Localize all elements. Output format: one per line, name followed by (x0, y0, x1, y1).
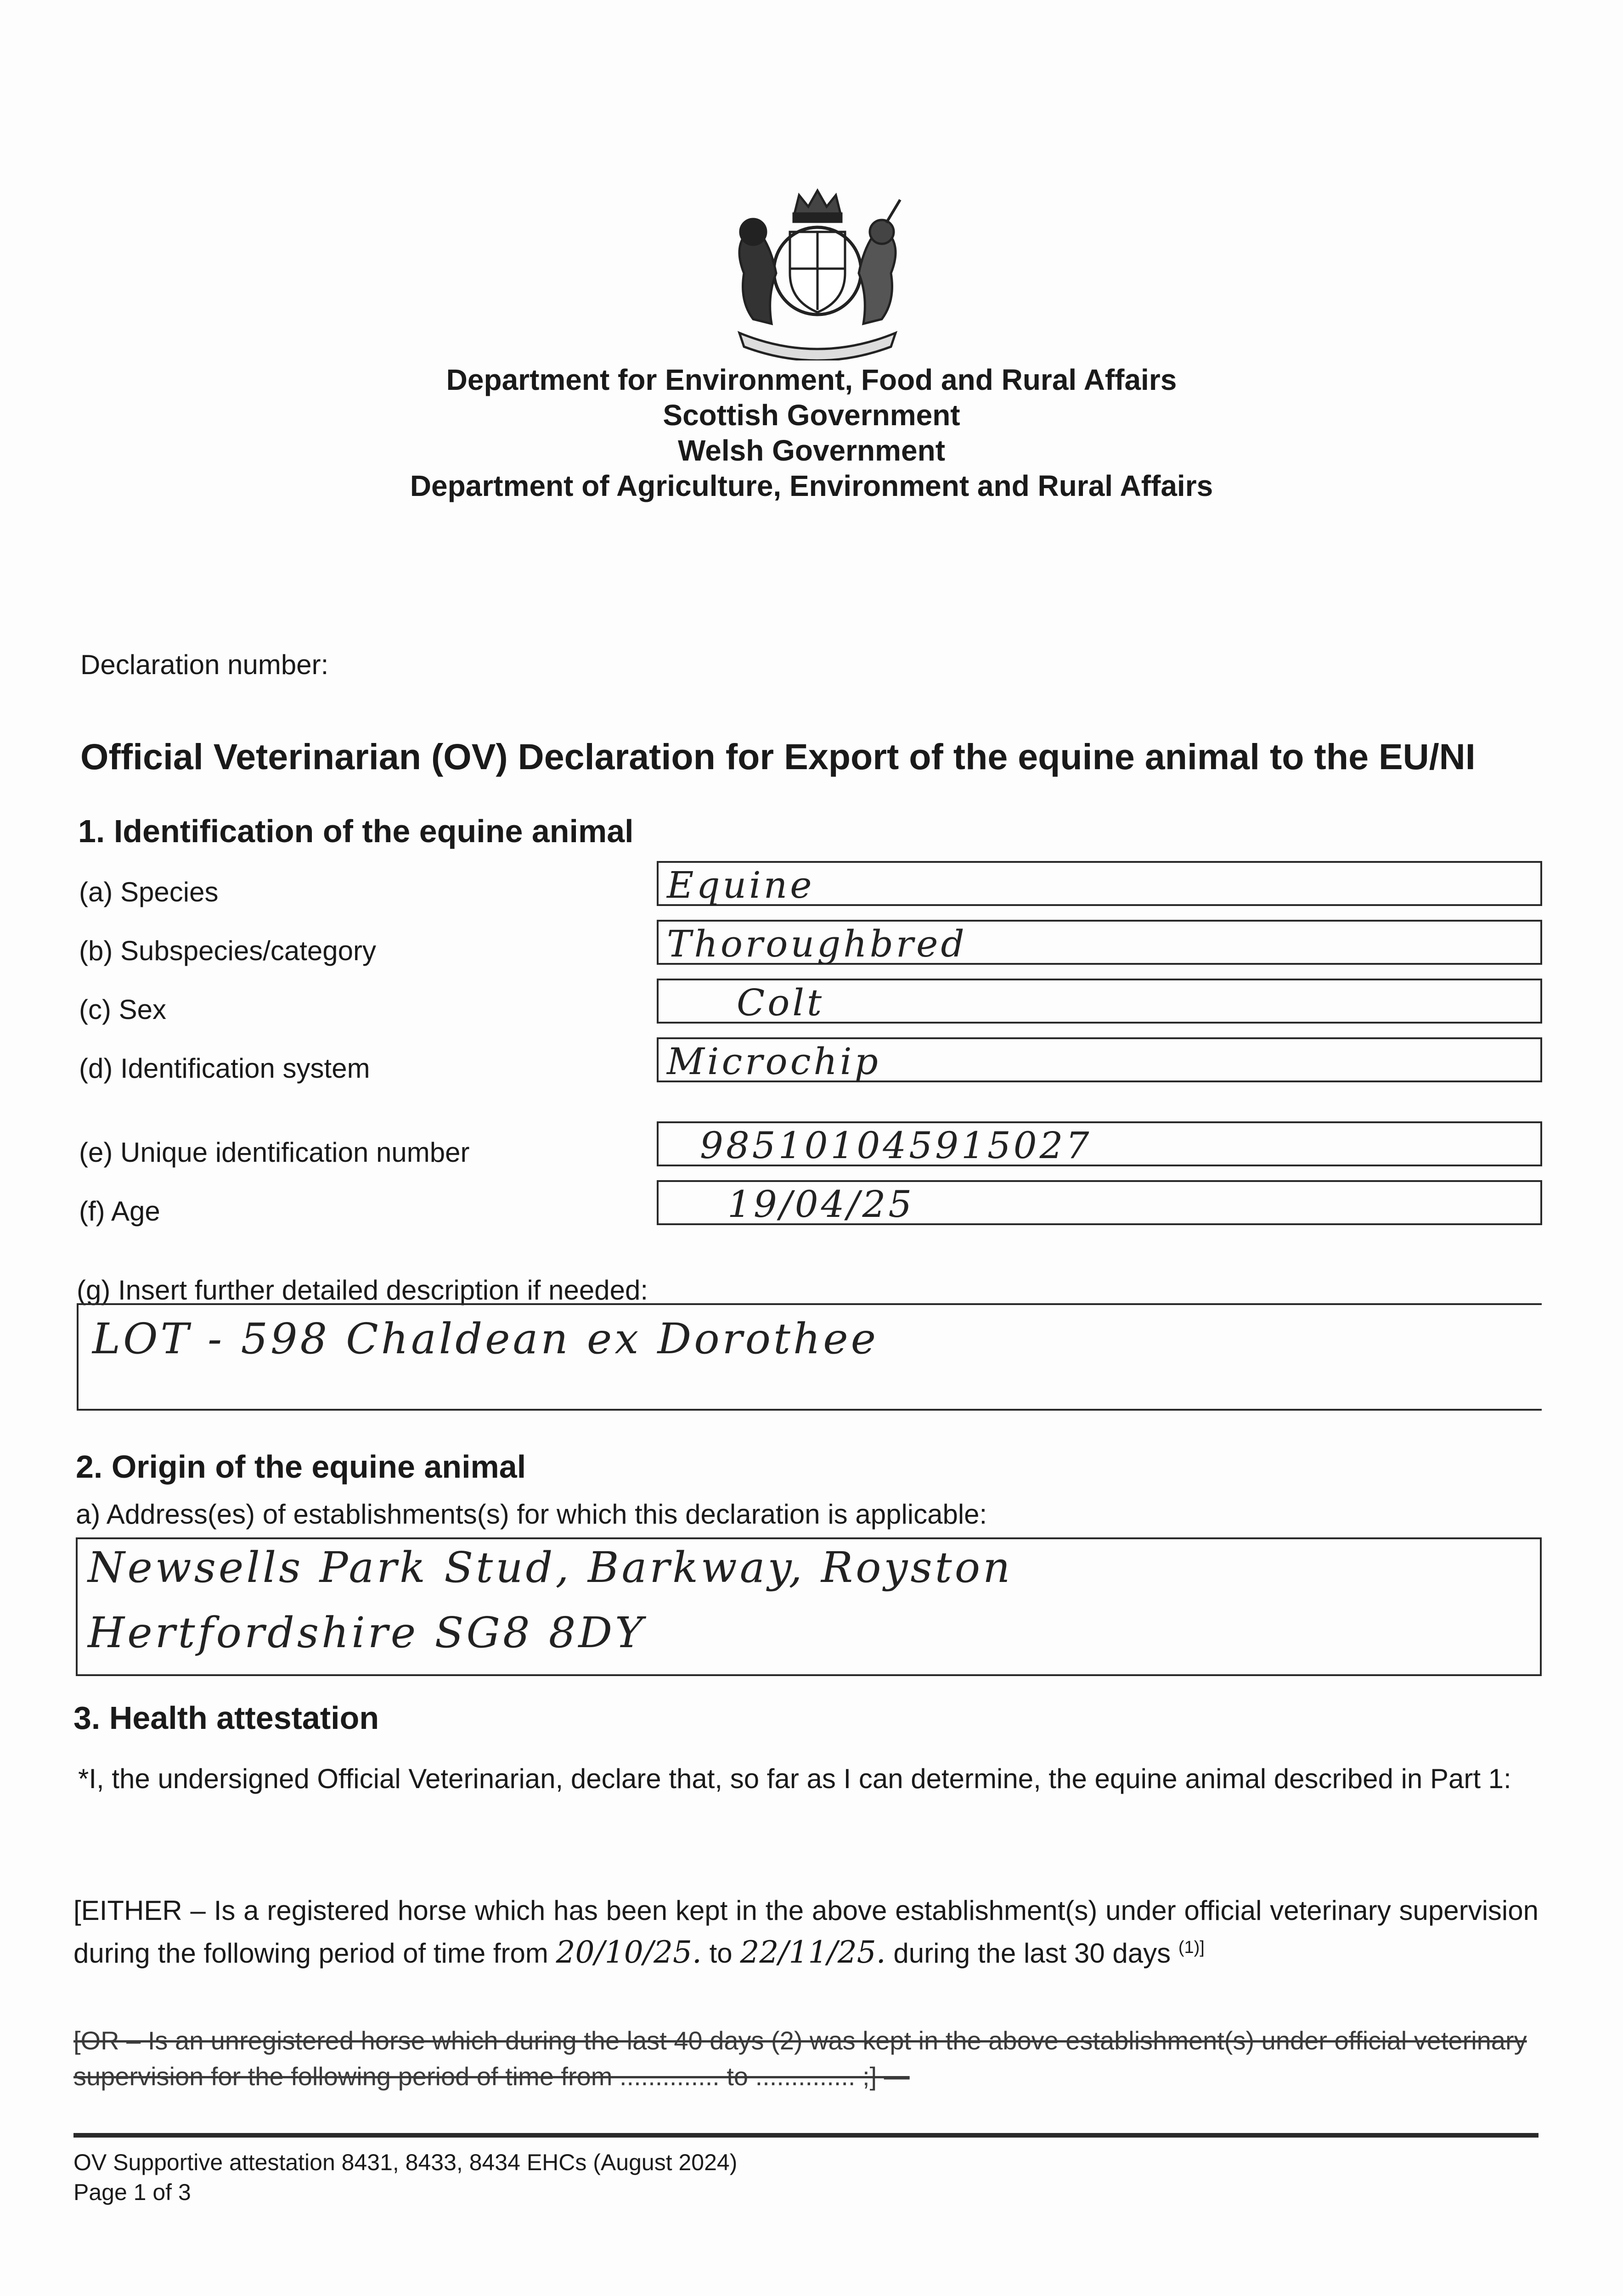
species-field[interactable] (657, 861, 1542, 906)
section2-title: 2. Origin of the equine animal (76, 1449, 526, 1485)
age-field[interactable] (657, 1180, 1542, 1225)
sex-value: Colt (737, 981, 825, 1024)
footer-divider (73, 2133, 1538, 2138)
further-description-value: LOT - 598 Chaldean ex Dorothee (92, 1314, 879, 1363)
species-label: (a) Species (79, 877, 219, 907)
further-description-label: (g) Insert further detailed description if needed: (77, 1275, 648, 1306)
either-clause (73, 1892, 1538, 1972)
footer-reference: OV Supportive attestation 8431, 8433, 8434 EHCs (August 2024) (73, 2150, 738, 2175)
to-word: to (709, 1938, 733, 1969)
department-defra: Department for Environment, Food and Rural Affairs (446, 363, 1177, 396)
section3-title: 3. Health attestation (73, 1700, 379, 1736)
address-label: a) Address(es) of establishments(s) for which this declaration is applicable: (76, 1499, 987, 1530)
either-text: [EITHER – Is a registered horse which has been kept in the above establishment(s) under official veterinary supervision during the following period of time from (73, 1895, 1538, 1969)
identification-system-label: (d) Identification system (79, 1053, 370, 1084)
from-date[interactable]: 20/10/25. (556, 1935, 702, 1970)
age-value: 19/04/25 (727, 1183, 915, 1226)
age-label: (f) Age (79, 1196, 160, 1227)
identification-system-value: Microchip (667, 1040, 881, 1083)
to-date[interactable]: 22/11/25. (740, 1935, 886, 1970)
identification-system-field[interactable] (657, 1037, 1542, 1082)
attestation-text: *I, the undersigned Official Veterinarian, declare that, so far as I can determine, the equine animal described in Part 1: (78, 1763, 1511, 1794)
address-line-2: Hertfordshire SG8 8DY (88, 1608, 646, 1657)
sex-field[interactable] (657, 979, 1542, 1024)
or-clause-struck: [OR – Is an unregistered horse which during the last 40 days (2) was kept in the above establishment(s) under official veterinary supervision for the following period of time from .............. to .............. ;] — (73, 2026, 1527, 2091)
section1-title: 1. Identification of the equine animal (78, 813, 634, 849)
royal-crest-icon (716, 181, 919, 360)
department-daera: Department of Agriculture, Environment and Rural Affairs (410, 469, 1213, 502)
either-footnote: (1)] (1178, 1938, 1205, 1957)
unique-id-value: 985101045915027 (700, 1124, 1092, 1167)
department-welsh-government: Welsh Government (677, 434, 946, 467)
sex-label: (c) Sex (79, 994, 167, 1025)
page-number: Page 1 of 3 (73, 2179, 191, 2205)
declaration-number-label: Declaration number: (80, 649, 329, 680)
subspecies-label: (b) Subspecies/category (79, 935, 376, 966)
unique-id-field[interactable] (657, 1121, 1542, 1166)
subspecies-value: Thoroughbred (667, 923, 967, 965)
address-line-1: Newsells Park Stud, Barkway, Royston (88, 1543, 1013, 1592)
subspecies-field[interactable] (657, 920, 1542, 965)
address-field[interactable] (76, 1537, 1542, 1676)
department-scottish-government: Scottish Government (663, 399, 960, 432)
species-value: Equine (667, 864, 815, 906)
unique-id-label: (e) Unique identification number (79, 1137, 470, 1168)
further-description-field[interactable] (77, 1303, 1542, 1411)
document-title: Official Veterinarian (OV) Declaration for Export of the equine animal to the EU/NI (80, 736, 1476, 777)
either-end: during the last 30 days (893, 1938, 1171, 1969)
